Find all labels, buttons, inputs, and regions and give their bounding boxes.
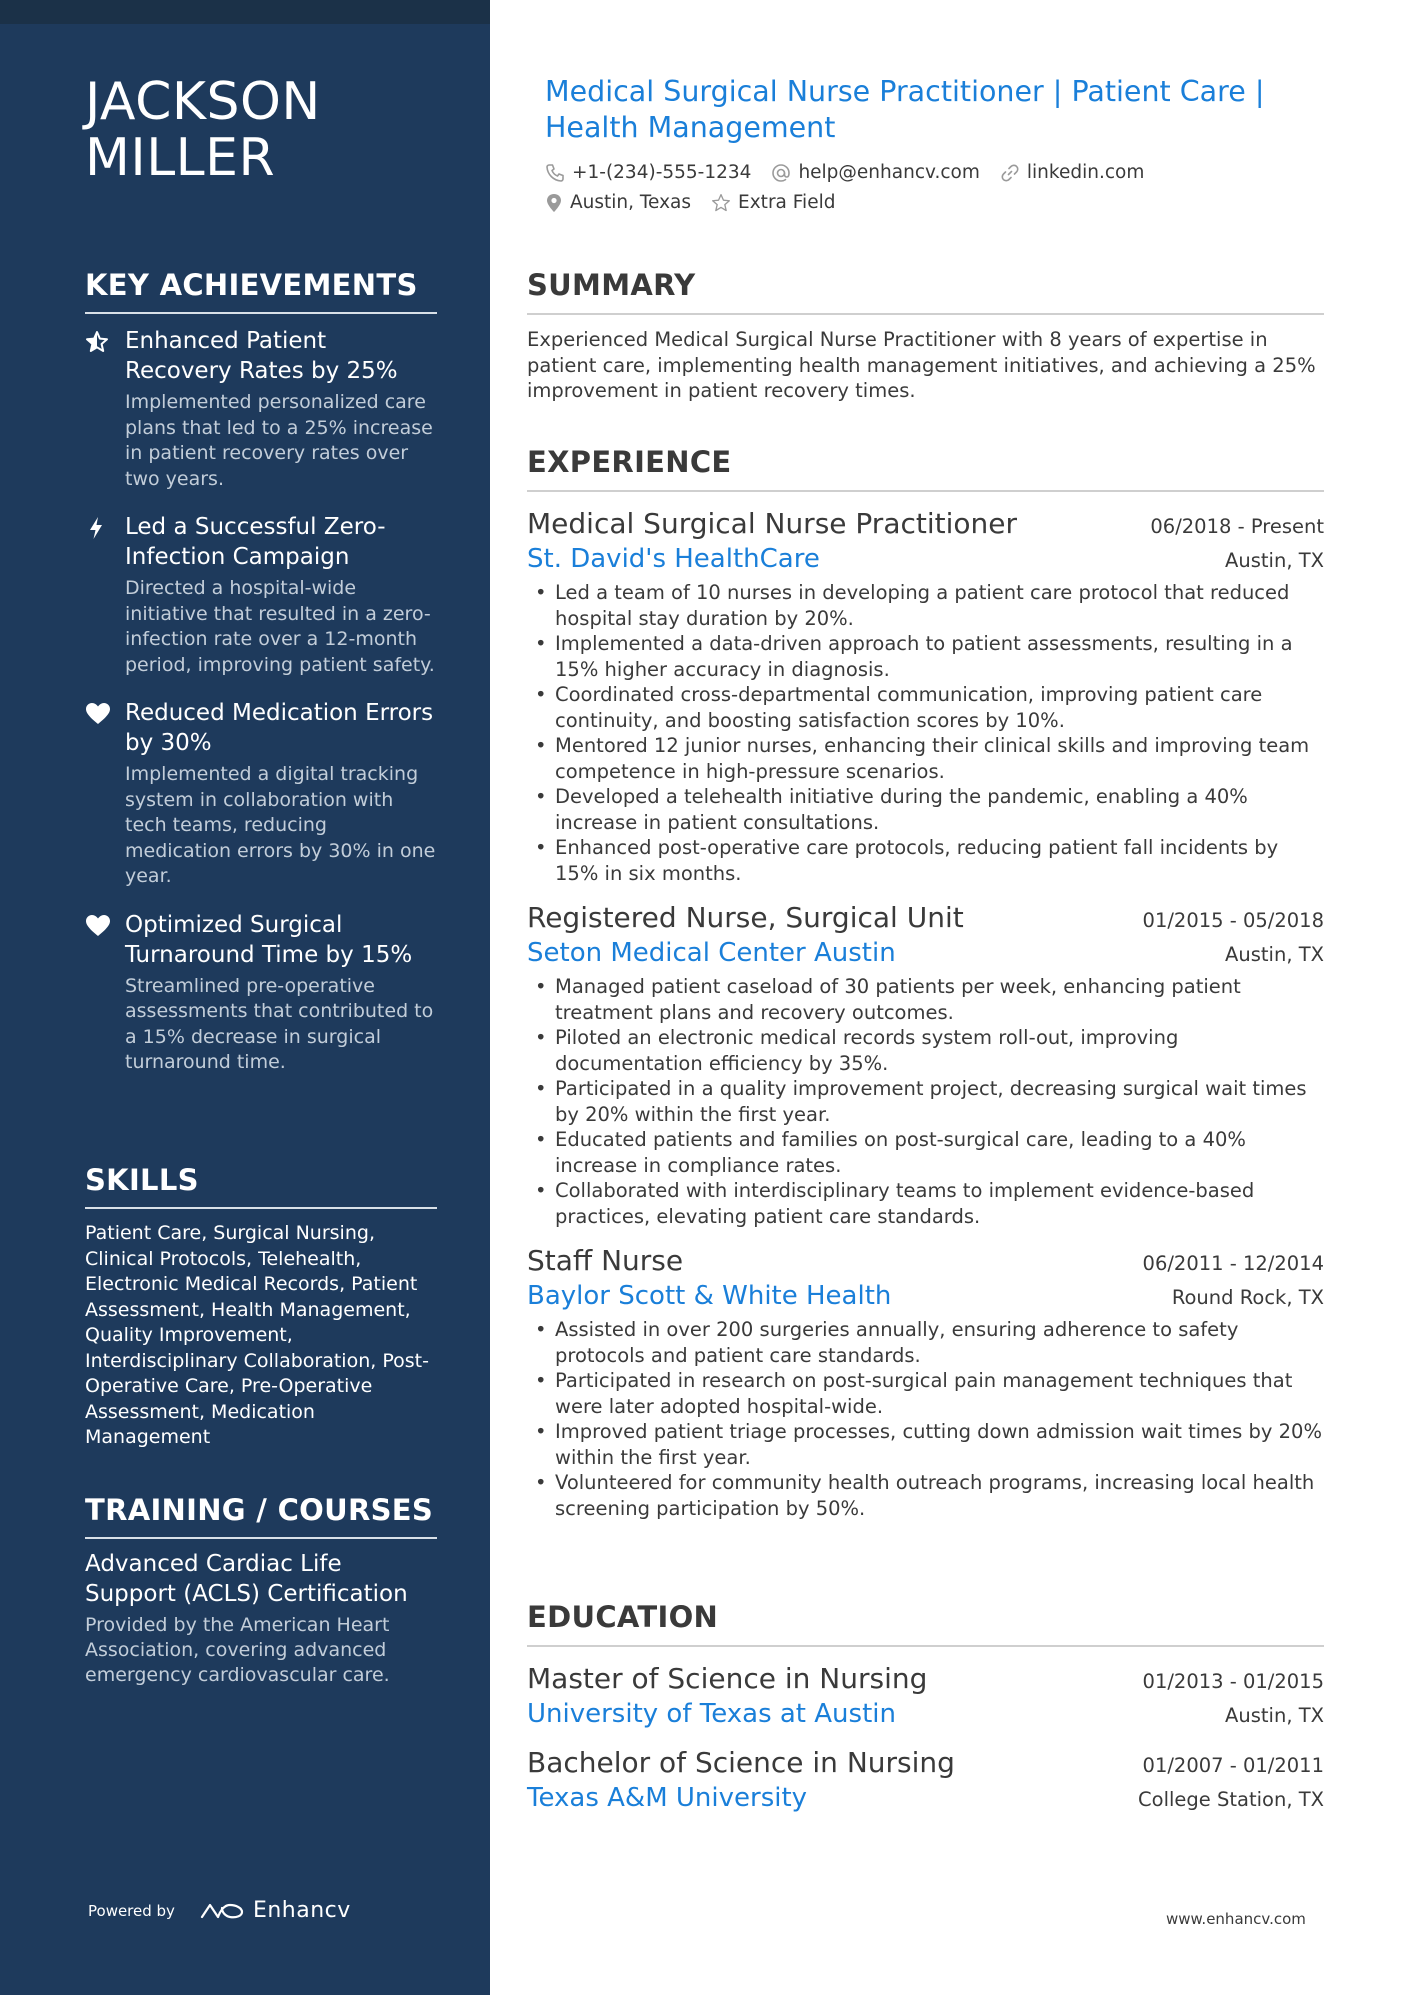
job-entry [527,900,1324,1229]
achievement-desc: Implemented a digital tracking system in collaboration with tech teams, reducing medication errors by 30% in one year. [125,763,436,887]
achievement-desc: Implemented personalized care plans that led to a 25% increase in patient recovery rates over two years. [125,391,433,490]
contact-email[interactable] [771,162,979,184]
at-icon [771,163,791,183]
heart-icon [85,698,125,890]
powered-by [88,1898,351,1923]
degree: Bachelor of Science in Nursing [527,1746,955,1779]
extra-text: Extra Field [738,192,836,213]
job-bullet: • Improved patient triage processes, cutting down admission wait times by 20% within the first year. [527,1419,1324,1470]
star-outline-icon [711,193,731,213]
job-bullet: • Educated patients and families on post-surgical care, leading to a 40% increase in compliance rates. [527,1127,1324,1178]
sidebar-top-bar [0,0,490,24]
job-location: Austin, TX [1225,943,1324,966]
headline: Medical Surgical Nurse Practitioner | Patient Care | Health Management [545,75,1265,144]
contact-phone[interactable] [545,162,751,184]
job-entry [527,506,1324,886]
achievement-title: Reduced Medication Errors by 30% [125,700,434,756]
training-heading: TRAINING / COURSES [85,1493,437,1539]
job-company: Seton Medical Center Austin [527,938,896,968]
sidebar [0,0,490,1995]
link-icon [1000,163,1020,183]
job-dates: 01/2015 - 05/2018 [1142,909,1324,932]
summary-heading: SUMMARY [527,268,1324,315]
star-half-icon [85,326,125,492]
edu-location: College Station, TX [1138,1788,1324,1811]
job-bullet: • Volunteered for community health outreach programs, increasing local health screening participation by 50%. [527,1470,1324,1521]
degree: Master of Science in Nursing [527,1662,928,1695]
education-heading: EDUCATION [527,1600,1324,1647]
job-bullet: • Managed patient caseload of 30 patients per week, enhancing patient treatment plans and recovery outcomes. [527,974,1324,1025]
contact-extra [711,192,835,214]
contact-link[interactable] [1000,162,1144,184]
job-company: Baylor Scott & White Health [527,1281,892,1311]
job-bullets [527,974,1324,1229]
candidate-name: JACKSON MILLER [85,72,321,188]
contact-location [545,192,691,214]
lightning-icon [85,512,125,678]
job-bullets [527,580,1324,886]
achievement-desc: Directed a hospital-wide initiative that resulted in a zero-infection rate over a 12-month period, improving patient safety. [125,577,435,676]
experience-section [527,445,1324,1521]
job-location: Round Rock, TX [1171,1286,1324,1309]
enhancv-logo[interactable] [199,1898,351,1923]
achievement-desc: Streamlined pre-operative assessments that contributed to a 15% decrease in surgical turnaround time. [125,974,434,1073]
job-company: St. David's HealthCare [527,544,820,574]
education-entry [527,1661,1324,1731]
skills-list: Patient Care, Surgical Nursing, Clinical Protocols, Telehealth, Electronic Medical Records, Patient Assessment, Health Management, Quality Improvement, Interdisciplinary Collaboration, Post-Operative Care, Pre-Operative Assessment, Medication Management [85,1222,429,1448]
job-title: Staff Nurse [527,1244,684,1277]
email-text: help@enhancv.com [798,162,980,183]
job-bullet: • Enhanced post-operative care protocols, reducing patient fall incidents by 15% in six months. [527,835,1324,886]
skills-section [85,1163,437,1451]
achievement-item [85,698,437,890]
job-bullet: • Piloted an electronic medical records system roll-out, improving documentation efficiency by 35%. [527,1025,1324,1076]
achievements-heading: KEY ACHIEVEMENTS [85,268,437,314]
edu-dates: 01/2007 - 01/2011 [1142,1754,1324,1777]
job-entry [527,1243,1324,1521]
edu-location: Austin, TX [1225,1704,1324,1727]
job-title: Registered Nurse, Surgical Unit [527,901,964,934]
phone-icon [545,163,565,183]
location-text: Austin, Texas [570,192,692,213]
summary-text: Experienced Medical Surgical Nurse Practitioner with 8 years of expertise in patient care, implementing health management initiatives, and achieving a 25% improvement in patient recovery times. [527,328,1316,402]
job-bullet: • Participated in research on post-surgical pain management techniques that were later adopted hospital-wide. [527,1368,1324,1419]
achievement-item [85,326,437,492]
job-bullet: • Collaborated with interdisciplinary teams to implement evidence-based practices, elevating patient care standards. [527,1178,1324,1229]
heart-icon [85,910,125,1076]
course-desc: Provided by the American Heart Association, covering advanced emergency cardiovascular care. [85,1614,390,1686]
edu-dates: 01/2013 - 01/2015 [1142,1670,1324,1693]
job-dates: 06/2018 - Present [1150,515,1324,538]
achievement-item [85,512,437,678]
job-bullet: • Implemented a data-driven approach to patient assessments, resulting in a 15% higher accuracy in diagnosis. [527,631,1324,682]
achievement-title: Led a Successful Zero-Infection Campaign [125,514,386,570]
achievement-title: Enhanced Patient Recovery Rates by 25% [125,328,398,384]
job-bullet: • Mentored 12 junior nurses, enhancing their clinical skills and improving team competence in high-pressure scenarios. [527,733,1324,784]
education-section [527,1600,1324,1815]
achievement-title: Optimized Surgical Turnaround Time by 15% [125,911,413,968]
job-bullet: • Led a team of 10 nurses in developing a patient care protocol that reduced hospital stay duration by 20%. [527,580,1324,631]
job-bullet: • Developed a telehealth initiative during the pandemic, enabling a 40% increase in patient consultations. [527,784,1324,835]
contact-info [545,162,1325,214]
job-bullet: • Participated in a quality improvement project, decreasing surgical wait times by 20% within the first year. [527,1076,1324,1127]
achievements-section [85,268,437,1096]
phone-text: +1-(234)-555-1234 [572,162,752,183]
job-dates: 06/2011 - 12/2014 [1142,1252,1324,1275]
school: University of Texas at Austin [527,1699,896,1729]
achievement-item [85,910,437,1076]
school: Texas A&M University [527,1783,808,1813]
enhancv-logo-icon [199,1899,245,1923]
job-bullets [527,1317,1324,1521]
experience-heading: EXPERIENCE [527,445,1324,492]
education-entry [527,1745,1324,1815]
training-section [85,1493,437,1688]
job-location: Austin, TX [1225,549,1324,572]
job-bullet: • Coordinated cross-departmental communication, improving patient care continuity, and boosting satisfaction scores by 10%. [527,682,1324,733]
skills-heading: SKILLS [85,1163,437,1209]
job-title: Medical Surgical Nurse Practitioner [527,507,1017,540]
job-bullet: • Assisted in over 200 surgeries annually, ensuring adherence to safety protocols and patient care standards. [527,1317,1324,1368]
course-title: Advanced Cardiac Life Support (ACLS) Certification [85,1551,408,1607]
summary-section-body [527,268,1324,404]
footer-url[interactable]: www.enhancv.com [1166,1910,1306,1928]
location-pin-icon [545,193,563,213]
powered-by-label: Powered by [88,1901,175,1920]
brand-name: Enhancv [252,1898,351,1923]
link-text: linkedin.com [1026,162,1145,183]
